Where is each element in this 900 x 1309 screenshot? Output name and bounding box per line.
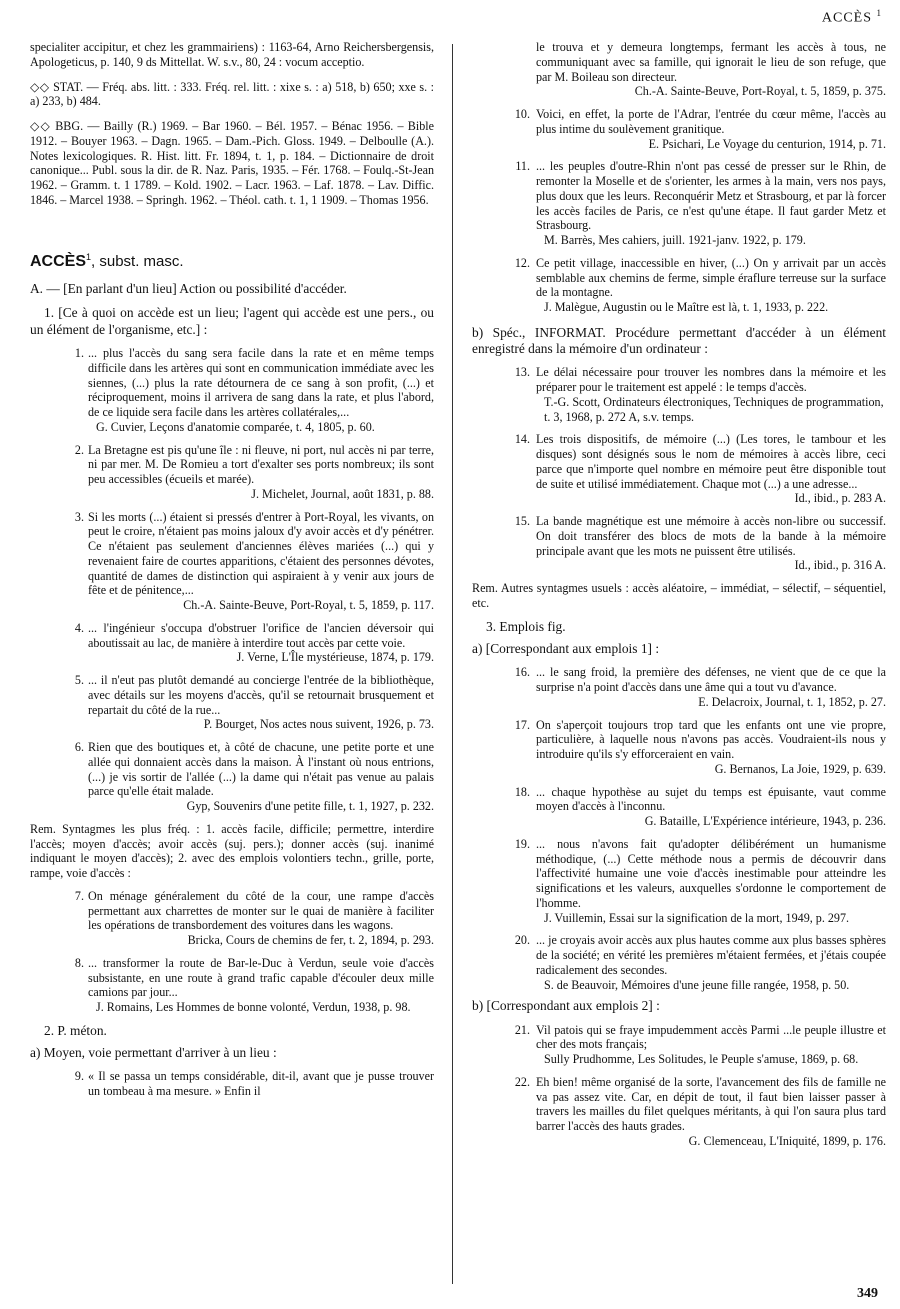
quote-source: Id., ibid., p. 283 A. <box>794 491 886 506</box>
remark-2: Rem. Autres syntagmes usuels : accès aléatoire, – immédiat, – sélectif, – séquentiel, etc. <box>472 581 886 610</box>
quote-source: Sully Prudhomme, Les Solitudes, le Peuple s'amuse, 1869, p. 68. <box>544 1052 859 1067</box>
quote-number: 17. <box>514 717 530 732</box>
quote-text: ... transformer la route de Bar-le-Duc à Verdun, seule voie d'accès subsistante, en une route à grand trafic capable d'écouler deux mille camions par jour... <box>88 955 434 1000</box>
subsection-3b-heading: b) [Correspondant aux emplois 2] : <box>472 998 660 1014</box>
quote-number: 11. <box>515 159 530 174</box>
quotes-group-4 <box>472 107 886 315</box>
quote-item <box>30 621 434 665</box>
quotes-group-1 <box>30 346 434 814</box>
quote-item <box>30 510 434 613</box>
quote-number: 5. <box>74 673 84 688</box>
subsection-2a-heading: a) Moyen, voie permettant d'arriver à un lieu : <box>30 1045 277 1061</box>
quote-source: E. Delacroix, Journal, t. 1, 1852, p. 27. <box>698 694 886 709</box>
quote-item <box>472 1023 886 1067</box>
quote-item <box>30 673 434 732</box>
quote-item <box>30 740 434 814</box>
quote-text: ... plus l'accès du sang sera facile dans la rate et en même temps difficile dans les artères qui sont en communication immédiate avec les siennes, (...) plus la rate détournera de ce sang à son profit, (...) et réciproquement, moins il arrivera de sang dans la rate, et plus l'abord, de ce liquide sera facile dans les artères collatérales,... <box>88 346 434 420</box>
subsection-3-heading: 3. Emplois fig. <box>486 618 566 634</box>
quote-item <box>472 933 886 992</box>
quote-number: 7. <box>74 888 84 903</box>
quote-number: 9. <box>74 1069 84 1084</box>
right-column <box>472 40 886 1149</box>
quote-source: T.-G. Scott, Ordinateurs électroniques, Techniques de programmation, t. 3, 1968, p. 272 A, s.v. temps. <box>544 394 884 424</box>
headword-sup: 1 <box>86 251 92 262</box>
quote-source: J. Verne, L'Île mystérieuse, 1874, p. 179. <box>236 650 434 665</box>
entry-heading <box>30 252 434 272</box>
quote-item <box>472 159 886 248</box>
quote-number: 10. <box>514 107 530 121</box>
quote-text: On ménage généralement du côté de la cour, une rampe d'accès permettant aux charrettes de monter sur le quai de manière à faciliter les opérations de transbordement des voitures dans les wagons. <box>88 888 434 933</box>
grammar-label: , subst. masc. <box>91 252 184 270</box>
quote-number: 6. <box>74 740 84 755</box>
quote-text: Ce petit village, inaccessible en hiver, (...) On y arrivait par un accès semblable aux chemins de ferme, simple éraflure terreuse sur la surface de la montagne. <box>536 255 886 300</box>
quote-source: Id., ibid., p. 316 A. <box>794 558 886 573</box>
quote-source: P. Bourget, Nos actes nous suivent, 1926, p. 73. <box>203 717 434 732</box>
quote-text: La Bretagne est pis qu'une île : ni fleuve, ni port, nul accès ni par terre, ni par mer. M. De Romieu a tort d'exalter ses ports nombreux; ils sont peu accessibles (écueils et marée). <box>88 442 434 487</box>
quotes-group-5 <box>472 365 886 573</box>
quote-source: Ch.-A. Sainte-Beuve, Port-Royal, t. 5, 1859, p. 117. <box>183 598 434 613</box>
running-head <box>822 8 882 27</box>
quote-text: le trouva et y demeura longtemps, fermant les accès à tous, ne communiquant avec sa famille, qui ignorait le lieu de son refuge, que par M. Boileau son directeur. <box>536 40 886 84</box>
section-b-heading: b) Spéc., INFORMAT. Procédure permettant d'accéder à un élément enregistré dans la mémoire d'un ordinateur : <box>472 324 886 357</box>
quote-text: ... le sang froid, la première des défenses, ne vient que de ce que la surprise n'a point d'accès dans une âme qui a tout vu d'avance. <box>536 665 886 695</box>
subsection-3a-heading: a) [Correspondant aux emplois 1] : <box>472 641 660 657</box>
left-column <box>30 40 434 1099</box>
quote-item <box>472 665 886 709</box>
quote-number: 13. <box>514 365 530 380</box>
quote-source: Bricka, Cours de chemins de fer, t. 2, 1894, p. 293. <box>187 933 434 948</box>
quote-text: Eh bien! même organisé de la sorte, l'avancement des fils de famille ne va pas assez vite. Car, en dépit de tout, il faut bien laisser passer à travers les mailles du filet quelques méritants, à qui l'on saura plus tard barrer l'accès des hauts grades. <box>536 1074 886 1134</box>
quote-source: J. Malègue, Augustin ou le Maître est là, t. 1, 1933, p. 222. <box>544 300 829 314</box>
quotes-group-2 <box>30 889 434 1015</box>
quote-source: G. Bataille, L'Expérience intérieure, 1943, p. 236. <box>644 814 886 829</box>
quotes-group-7 <box>472 1023 886 1149</box>
quote-item <box>472 718 886 777</box>
headword: ACCÈS <box>30 252 87 270</box>
quote-item <box>472 107 886 151</box>
quote-item <box>472 1075 886 1149</box>
quote-source: Gyp, Souvenirs d'une petite fille, t. 1, 1927, p. 232. <box>186 799 434 814</box>
running-head-word: ACCÈS <box>821 10 872 26</box>
quote-number: 14. <box>514 432 530 447</box>
quote-text: La bande magnétique est une mémoire à accès non-libre ou successif. On doit transférer des blocs de mots de la bande à la mémoire principale avant que les mots ne puissent être utilisés. <box>536 514 886 558</box>
quote-number: 22. <box>514 1074 530 1089</box>
quote-number: 18. <box>514 784 530 799</box>
quote-text: Voici, en effet, la porte de l'Adrar, l'entrée du cœur même, l'accès au plus intime du soulèvement granitique. <box>536 107 886 136</box>
quote-number: 2. <box>74 442 84 457</box>
subsection-2-heading: 2. P. méton. <box>44 1022 107 1038</box>
column-rule <box>452 44 453 1284</box>
quote-item <box>30 346 434 435</box>
quote-source: G. Cuvier, Leçons d'anatomie comparée, t. 4, 1805, p. 60. <box>96 419 375 434</box>
quote-number: 21. <box>514 1022 530 1037</box>
quote-source: M. Barrès, Mes cahiers, juill. 1921-janv. 1922, p. 179. <box>544 233 806 247</box>
quote-item <box>472 837 886 926</box>
quote-text: ... l'ingénieur s'occupa d'obstruer l'orifice de l'ancien déversoir qui aboutissait au lac, de manière à interdire tout accès par cette voie. <box>88 620 434 650</box>
quote-item <box>472 432 886 506</box>
quote-item <box>30 1069 434 1099</box>
quote-text: « Il se passa un temps considérable, dit-il, avant que je pusse trouver un tombeau à ma mesure. » Enfin il <box>88 1069 434 1099</box>
quote-continuation <box>472 40 886 99</box>
page-number: 349 <box>857 1286 878 1301</box>
quote-number: 20. <box>514 933 530 948</box>
quote-number: 19. <box>514 836 530 851</box>
quote-text: ... je croyais avoir accès aux plus hautes comme aux plus basses sphères de la société; en vérité les premières m'étaient fermées, et j'étais coupée radicalement des secondes. <box>536 933 886 977</box>
quote-item <box>472 365 886 424</box>
etymology-continuation: specialiter accipitur, et chez les grammairiens) : 1163-64, Arno Reichersbergensis, Apologeticus, p. 140, 9 ds Mittellat. W. s.v., 80, 24 : vocum acceptio. <box>30 40 434 69</box>
quotes-group-6 <box>472 665 886 992</box>
quote-source: G. Clemenceau, L'Iniquité, 1899, p. 176. <box>688 1133 886 1148</box>
quote-item <box>472 256 886 315</box>
quote-source: J. Vuillemin, Essai sur la signification de la mort, 1949, p. 297. <box>544 910 850 925</box>
quote-number: 1. <box>74 346 84 361</box>
quote-text: Le délai nécessaire pour trouver les nombres dans la mémoire et les préparer pour le traitement est appelé : le temps d'accès. <box>536 365 886 395</box>
quote-item <box>30 443 434 502</box>
quote-number: 8. <box>74 955 84 970</box>
quote-source: S. de Beauvoir, Mémoires d'une jeune fille rangée, 1958, p. 50. <box>544 977 850 992</box>
quote-number: 3. <box>74 509 84 524</box>
quote-text: ... nous n'avons fait qu'adopter délibérément un humanisme méthodique, (...) Cette méthode nous a permis de découvrir dans l'affectivité humaine une voie d'accès inestimable pour atteindre les significations et les valeurs, auxquelles s'ordonne le comportement de l'homme. <box>536 836 886 910</box>
quote-number: 16. <box>514 665 530 680</box>
quote-source: E. Psichari, Le Voyage du centurion, 1914, p. 71. <box>648 136 886 151</box>
quote-number: 12. <box>514 255 530 270</box>
bbg-paragraph: ◇◇ BBG. — Bailly (R.) 1969. – Bar 1960. – Bél. 1957. – Bénac 1956. – Bible 1912. – Bouyer 1963. – Dagn. 1965. – Dam.-Pich. Gloss. 1949. – Delboulle (A.). Notes lexicologiques. R. Hist. litt. Fr. 1894, t. 1, p. 184. – Dictionnaire de droit canonique... Publ. sous la dir. de R. Naz. Paris, 1935. – Fér. 1768. – Foulq.-St-Jean 1962. – Gramm. t. 1 1789. – Kold. 1902. – Lacr. 1963. – Laf. 1878. – Lav. Diffic. 1846. – Marcel 1938. – Springh. 1962. – Théol. cath. t. 1, 1 1909. – Thomas 1956. <box>30 119 434 207</box>
quote-item <box>30 956 434 1015</box>
subsection-1-heading: 1. [Ce à quoi on accède est un lieu; l'agent qui accède est une pers., ou un élément de l'organisme, etc.] : <box>30 305 434 337</box>
quote-text: ... il n'eut pas plutôt demandé au concierge l'entrée de la bibliothèque, avec détails sur les moyens d'accès, qu'il se retournait brusquement et repartait du côté de la rue... <box>88 673 434 717</box>
quote-text: Les trois dispositifs, de mémoire (...) (Les tores, le tambour et les disques) sont désignés sous le nom de mémoires à accès libre, ceci parce que n'importe quel nombre en mémoire peut être disponible tout de suite et utilisé immédiatement. Chaque mot (...) a une adresse... <box>536 432 886 491</box>
quote-text: ... les peuples d'outre-Rhin n'ont pas cessé de presser sur le Rhin, de remonter la Moselle et de s'orienter, les armes à la main, vers nos pays, plus doux que les leurs. Reconquérir Metz et Strasbourg, et par là forcer les accès faciles de Paris, ce n'est qu'une étape. Il faut garder Metz et Strasbourg. <box>536 159 886 233</box>
quote-item <box>472 514 886 573</box>
section-a-heading: A. — [En parlant d'un lieu] Action ou possibilité d'accéder. <box>30 281 347 297</box>
quote-source: J. Michelet, Journal, août 1831, p. 88. <box>251 486 434 501</box>
quotes-group-3 <box>30 1069 434 1099</box>
quote-text: Vil patois qui se fraye impudemment accès Parmi ...le peuple illustre et cher des mots français; <box>536 1022 886 1052</box>
quote-text: Rien que des boutiques et, à côté de chacune, une petite porte et une allée qui donnaient accès dans la maison. À l'instant où nous entrions, (...) je vis sortir de l'allée (...) la dame qui n'était pas venue au palais parce qu'elle était malade. <box>88 740 434 799</box>
quote-text: On s'aperçoit toujours trop tard que les enfants ont une vie propre, particulière, à laquelle nous n'avons pas accès. Voudraient-ils nous y introduire qu'ils s'y efforceraient en vain. <box>536 717 886 762</box>
quote-text: ... chaque hypothèse au sujet du temps est épuisante, vaut comme moyen d'accès à l'inconnu. <box>536 784 886 814</box>
quote-source: J. Romains, Les Hommes de bonne volonté, Verdun, 1938, p. 98. <box>96 1000 411 1015</box>
quote-text: Si les morts (...) étaient si pressés d'entrer à Port-Royal, les vivants, on peut le croire, n'étaient pas moins jaloux d'y avoir accès et d'y pénétrer. Ce n'étaient pas seulement d'anciennes élèves mariées (...) qui y revenaient faire de courtes apparitions, c'étaient des personnes dévotes, quantité de dames de distinction qui aspiraient à y venir aux jours de fête et de pénitence,... <box>88 509 434 598</box>
quote-source: G. Bernanos, La Joie, 1929, p. 639. <box>714 761 886 776</box>
quote-source: Ch.-A. Sainte-Beuve, Port-Royal, t. 5, 1859, p. 375. <box>634 84 886 99</box>
quote-item <box>30 889 434 948</box>
quote-item <box>472 785 886 829</box>
quote-number: 4. <box>74 620 84 635</box>
stat-paragraph: ◇◇ STAT. — Fréq. abs. litt. : 333. Fréq. rel. litt. : xixe s. : a) 518, b) 650; xxe s. : a) 233, b) 484. <box>30 79 434 109</box>
running-head-sup: 1 <box>876 8 882 18</box>
quote-number: 15. <box>514 514 530 529</box>
remark-1: Rem. Syntagmes les plus fréq. : 1. accès facile, difficile; permettre, interdire l'accès; moyen d'accès; avoir accès (suj. pers.); donner accès (suj. inanimé indiquant le moyen d'accès); 2. avec des emplois volontiers techn., grille, porte, rampe, voie d'accès : <box>30 821 434 881</box>
